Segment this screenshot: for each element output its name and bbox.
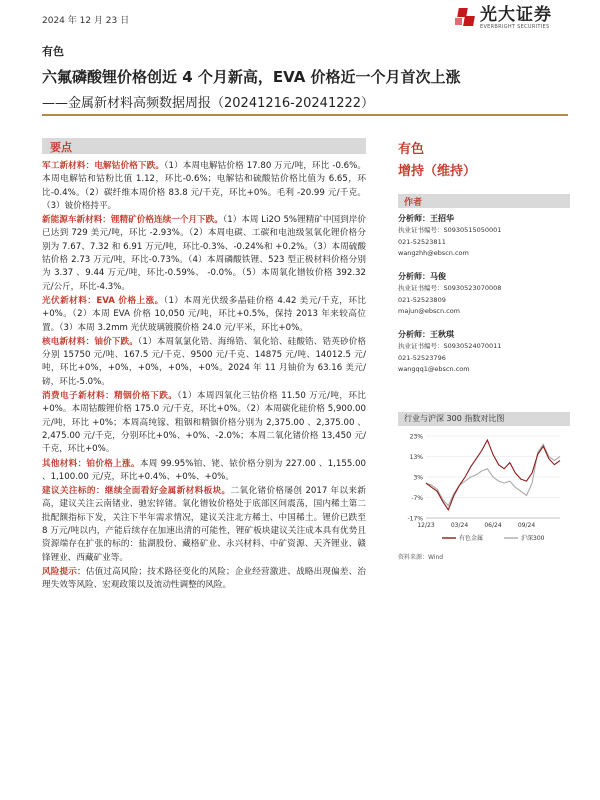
paragraph-text: 估值过高风险；技术路径变化的风险；企业经营激进、战略出现偏差、治理失效等风险、宏观政策以及流动性调整的风险。 (42, 566, 366, 591)
investment-rating: 增持（维持） (398, 164, 477, 179)
sector-label: 有色 (42, 45, 64, 58)
series-line (426, 440, 560, 510)
summary-paragraph (42, 458, 366, 485)
x-tick-label: 06/24 (484, 522, 502, 529)
brand-name: 光大证券 (480, 5, 552, 25)
summary-paragraph (42, 566, 366, 593)
authors-heading: 作者 (404, 198, 423, 208)
chart-title: 行业与沪深 300 指数对比图 (404, 414, 505, 423)
author-email[interactable]: wangqq1@ebscn.com (398, 365, 470, 373)
author-block (398, 212, 570, 260)
summary-paragraph (42, 214, 366, 294)
performance-line-chart (398, 430, 570, 548)
x-tick-label: 09/24 (517, 522, 536, 529)
sidebar-sector: 有色 (398, 142, 425, 157)
author-phone: 021-52523809 (398, 295, 446, 304)
paragraph-label: 建议关注标的：继续全面看好金属新材料板块。 (42, 486, 231, 497)
paragraph-text: （1）本周光伏级多晶硅价格 4.42 美元/千克，环比 +0%。（2）本周 EVA 价格 10,050 元/吨，环比+0.5%，保持 2013 年来较高位置。（3）本周 3.2mm 光伏玻璃镀膜价格 24.0 元/平米，环比+0%。 (42, 295, 366, 333)
paragraph-label: 光伏新材料：EVA 价格上涨。 (42, 295, 164, 306)
paragraph-text: 本周 99.95%铂、铑、铱价格分别为 227.00 、1,155.00 、1,100.00 元/克，环比+0.4%、+0%、+0%。 (42, 458, 366, 482)
paragraph-label: 风险提示： (42, 566, 86, 577)
author-block (398, 270, 570, 318)
summary-paragraph (42, 160, 366, 213)
paragraph-label: 军工新材料：电解钴价格下跌。 (42, 161, 165, 171)
author-name: 分析师：王招华 (398, 214, 454, 223)
author-cert: 执业证书编号：S0930524070011 (398, 342, 502, 350)
author-cert: 执业证书编号：S0930515050001 (398, 226, 502, 234)
report-title: 六氟磷酸锂价格创近 4 个月新高，EVA 价格近一个月首次上涨 (42, 68, 461, 86)
paragraph-text: （1）本周氧氯化锆、海绵锆、氧化铪、硅酸锆、锆英砂价格分别 15750 元/吨、167.5 元/千克、9500 元/千克、14875 元/吨、14012.5 元/吨，环比+0%，+0%，+0%，+0%，+0%。2024 年 11 月铀价为 63.16 美元/磅，环比-5.0%。 (42, 336, 366, 387)
legend-label: 有色金属 (459, 535, 484, 542)
y-tick-label: 3% (413, 474, 423, 482)
summary-heading-bar (42, 138, 366, 154)
paragraph-text: （1）本周电解钴价格 17.80 万元/吨，环比 -0.6%。本周电解钴和钴粉比值 1.12，环比-0.6%；电解钴和硫酸钴价格比值为 6.65，环比-0.4%。（2）碳纤维本周价格 83.8 元/千克，环比+0%。毛利 -20.99 元/千克。（3）铍价格持平。 (42, 161, 366, 211)
summary-paragraph (42, 295, 366, 335)
paragraph-label: 消费电子新材料：精铟价格下跌。 (42, 391, 178, 402)
legend-label: 沪深300 (521, 535, 545, 542)
chart-heading-bar (398, 412, 570, 426)
y-tick-label: -7% (411, 495, 423, 502)
header-divider (42, 114, 568, 116)
chart-source: 资料来源：Wind (398, 554, 444, 561)
brand-logo (454, 6, 552, 30)
author-block (398, 328, 570, 376)
summary-paragraph (42, 336, 366, 389)
summary-paragraph (42, 390, 366, 456)
brand-english-name: EVERBRIGHT SECURITIES (480, 24, 550, 30)
x-tick-label: 03/24 (450, 522, 469, 529)
y-tick-label: 13% (409, 454, 423, 461)
author-phone: 021-52523796 (398, 353, 446, 362)
author-email[interactable]: wangzhh@ebscn.com (398, 249, 469, 257)
author-name: 分析师：马俊 (398, 272, 446, 281)
summary-paragraph (42, 485, 366, 565)
report-date: 2024 年 12 月 23 日 (42, 16, 130, 26)
paragraph-text: （1）本周四氧化三钴价格 11.50 万元/吨，环比+0%。本周钴酸锂价格 175.0 元/千克，环比+0%。（2）本周碳化硅价格 5,900.00 元/吨，环比 +0%；本周高纯镓、粗铟和精铟价格分别为 2,375.00 、2,375.00 、2,475.00 元/千克，分别环比+0%、+0%、-2.0%；本周二氧化锗价格 13,450 元/千克，环比+0%。 (42, 391, 366, 455)
y-tick-label: -17% (407, 515, 423, 523)
paragraph-text: （1）本周 Li2O 5%锂精矿中国到岸价已达到 729 美元/吨，环比 -2.93%。（2）本周电碳、工碳和电池级氢氧化锂价格分别为 7.67、7.32 和 6.91 万元/吨，环比-0.3%、-0.24%和 +0.2%。（3）本周硫酸钴价格 2.73 万元/吨，环比-0.73%。（4）本周磷酸铁锂、523 型正极材料价格分别为 3.37 、9.44 万元/吨，环比-0.59%、 -0.0%。（5）本周氧化镨钕价格 392.32 元/公斤，环比-4.3%。 (42, 215, 366, 292)
paragraph-label: 其他材料：铂价格上涨。 (42, 458, 140, 469)
y-tick-label: 23% (409, 433, 423, 441)
author-name: 分析师：王秋琪 (398, 330, 454, 339)
report-subtitle: ——金属新材料高频数据周报（20241216-20241222） (42, 96, 375, 111)
brand-logo-mark (454, 6, 476, 28)
paragraph-text: 二氧化锗价格屡创 2017 年以来新高，建议关注云南锗业、驰宏锌锗。氧化镨钕价格处于底部区间震荡，国内稀土第二批配额指标下发，关注下半年需求情况，建议关注北方稀土、中国稀土。锂价已跌至 8 万元/吨以内，产能后续存在加速出清的可能性，锂矿板块建议关注成本具有优势且资源端存在扩张的标的：盐湖股份、藏格矿业、永兴材料、中矿资源、天齐锂业、赣锋锂业、西藏矿业等。 (42, 486, 366, 563)
paragraph-label: 核电新材料：铀价下跌。 (42, 336, 138, 347)
author-phone: 021-52523811 (398, 237, 446, 246)
author-email[interactable]: majun@ebscn.com (398, 307, 461, 315)
x-tick-label: 12/23 (417, 522, 435, 529)
author-cert: 执业证书编号：S0930523070008 (398, 284, 502, 292)
paragraph-label: 新能源车新材料：锂精矿价格连续一个月下跌。 (42, 215, 223, 226)
authors-heading-bar (398, 194, 570, 208)
summary-heading: 要点 (50, 141, 72, 154)
summary-content (42, 160, 366, 594)
